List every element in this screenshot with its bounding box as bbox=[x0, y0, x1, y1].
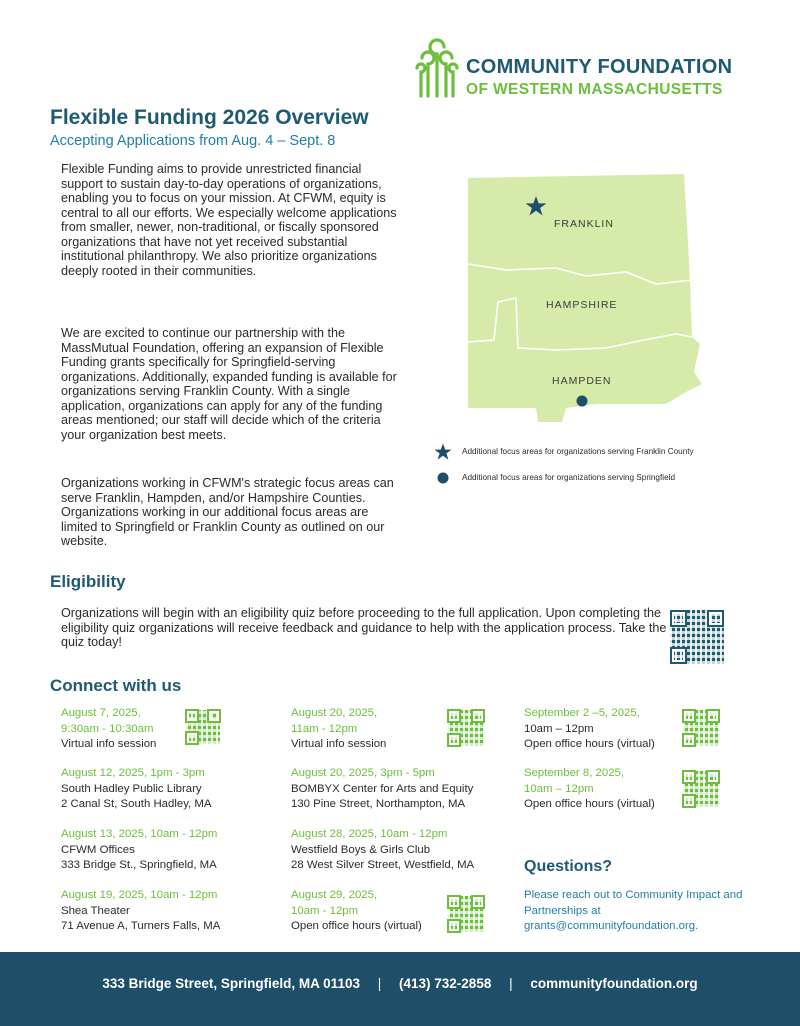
event-time: 10am – 12pm bbox=[524, 722, 594, 735]
footer-separator: | bbox=[377, 976, 382, 991]
event-date: August 28, 2025, 10am - 12pm bbox=[291, 828, 448, 840]
event-venue: BOMBYX Center for Arts and Equity bbox=[291, 782, 474, 795]
event-address: 28 West Silver Street, Westfield, MA bbox=[291, 859, 475, 871]
intro-paragraph-3: Organizations working in CFWM's strategic focus areas can serve Franklin, Hampden, and/or Hampshire Counties. Organizations working in our additional focus areas are limited to Springfield or Franklin County as outlined on our website. bbox=[61, 476, 394, 549]
event-time: 10am - 12pm bbox=[291, 904, 359, 917]
intro-paragraph-1: Flexible Funding aims to provide unrestricted financial support to sustain day-to-day operations of organizations, enabling you to focus on your mission. At CFWM, equity is central to all our efforts. We especially welcome applications from smaller, newer, non-traditional, or fiscally sponsored organizations that have not yet received substantial institutional philanthropy. We also prioritize organizations deeply rooted in their communities. bbox=[61, 162, 397, 278]
legend-text-franklin: Additional focus areas for organizations serving Franklin County bbox=[462, 447, 694, 456]
event-time: 10am – 12pm bbox=[524, 782, 594, 795]
event-address: 71 Avenue A, Turners Falls, MA bbox=[61, 920, 221, 932]
event-address: 130 Pine Street, Northampton, MA bbox=[291, 798, 466, 810]
springfield-dot-icon bbox=[577, 396, 588, 407]
eligibility-text: Organizations will begin with an eligibility quiz before proceeding to the full application. Upon completing the eligibility quiz organizations will receive feedback and guidance to help with the application process. Take the quiz today! bbox=[61, 606, 667, 650]
event-date: August 20, 2025, bbox=[291, 707, 378, 719]
event-address: 2 Canal St, South Hadley, MA bbox=[61, 798, 212, 810]
map-label-franklin: FRANKLIN bbox=[554, 218, 614, 230]
event-date: August 20, 2025, 3pm - 5pm bbox=[291, 767, 435, 779]
event-address: 333 Bridge St., Springfield, MA bbox=[61, 859, 217, 871]
event-location: Open office hours (virtual) bbox=[291, 920, 422, 932]
event-date: August 7, 2025, bbox=[61, 707, 141, 719]
event-item bbox=[61, 706, 156, 753]
county-map bbox=[466, 172, 702, 424]
dot-icon bbox=[437, 472, 449, 484]
page-subtitle: Accepting Applications from Aug. 4 – Sept. 8 bbox=[50, 133, 336, 149]
event-item bbox=[524, 706, 655, 753]
footer-contact bbox=[0, 976, 800, 991]
event-venue: CFWM Offices bbox=[61, 843, 135, 856]
event-item bbox=[291, 766, 473, 813]
event-venue: South Hadley Public Library bbox=[61, 782, 202, 795]
event-location: Virtual info session bbox=[61, 738, 157, 750]
event-item bbox=[524, 766, 655, 813]
event-item bbox=[61, 827, 217, 874]
event-qr-code[interactable] bbox=[448, 896, 484, 932]
logo-title: COMMUNITY FOUNDATION bbox=[466, 56, 733, 78]
event-date: September 8, 2025, bbox=[524, 767, 625, 779]
logo-subtitle: OF WESTERN MASSACHUSETTS bbox=[466, 81, 723, 98]
fern-icon bbox=[414, 38, 460, 98]
event-item bbox=[61, 766, 211, 813]
event-time: 9:30am - 10:30am bbox=[61, 722, 154, 735]
event-date: August 19, 2025, 10am - 12pm bbox=[61, 889, 218, 901]
event-date: August 13, 2025, 10am - 12pm bbox=[61, 828, 218, 840]
event-venue: Westfield Boys & Girls Club bbox=[291, 843, 431, 856]
footer-address: 333 Bridge Street, Springfield, MA 01103 bbox=[102, 976, 360, 991]
event-time: 11am - 12pm bbox=[291, 722, 358, 735]
event-item bbox=[291, 888, 422, 935]
event-date: August 29, 2025, bbox=[291, 889, 378, 901]
star-icon bbox=[434, 443, 452, 461]
footer-separator: | bbox=[509, 976, 513, 991]
event-location: Open office hours (virtual) bbox=[524, 798, 655, 810]
event-date: August 12, 2025, 1pm - 3pm bbox=[61, 767, 205, 779]
map-label-hampden: HAMPDEN bbox=[552, 375, 612, 387]
event-qr-code[interactable] bbox=[186, 710, 220, 744]
legend-text-springfield: Additional focus areas for organizations serving Springfield bbox=[462, 473, 675, 482]
questions-text: Please reach out to Community Impact and Partnerships at grants@communityfoundation.org. bbox=[524, 889, 743, 933]
connect-heading: Connect with us bbox=[50, 676, 182, 695]
footer-website-link[interactable]: communityfoundation.org bbox=[530, 976, 698, 991]
event-item bbox=[291, 827, 474, 874]
page-title: Flexible Funding 2026 Overview bbox=[50, 106, 369, 129]
event-location: Open office hours (virtual) bbox=[524, 738, 655, 750]
intro-paragraph-2: We are excited to continue our partnership with the MassMutual Foundation, offering an expansion of Flexible Funding grants specifically for Springfield-serving organizations. Additionally, expanded funding is available for organizations serving Franklin County. With a single application, organizations can apply for any of the funding areas mentioned; our staff will decide which of the criteria your organization best meets. bbox=[61, 326, 397, 442]
event-qr-code[interactable] bbox=[683, 771, 719, 807]
event-venue: Shea Theater bbox=[61, 904, 130, 917]
event-qr-code[interactable] bbox=[683, 710, 719, 746]
event-item bbox=[61, 888, 220, 935]
event-item bbox=[291, 706, 386, 753]
event-date: September 2 –5, 2025, bbox=[524, 707, 640, 719]
eligibility-heading: Eligibility bbox=[50, 572, 126, 591]
eligibility-quiz-qr-code[interactable] bbox=[670, 610, 724, 664]
map-label-hampshire: HAMPSHIRE bbox=[546, 299, 618, 311]
event-location: Virtual info session bbox=[291, 738, 387, 750]
footer-phone[interactable]: (413) 732-2858 bbox=[399, 976, 492, 991]
questions-heading: Questions? bbox=[524, 858, 613, 875]
event-qr-code[interactable] bbox=[448, 710, 484, 746]
